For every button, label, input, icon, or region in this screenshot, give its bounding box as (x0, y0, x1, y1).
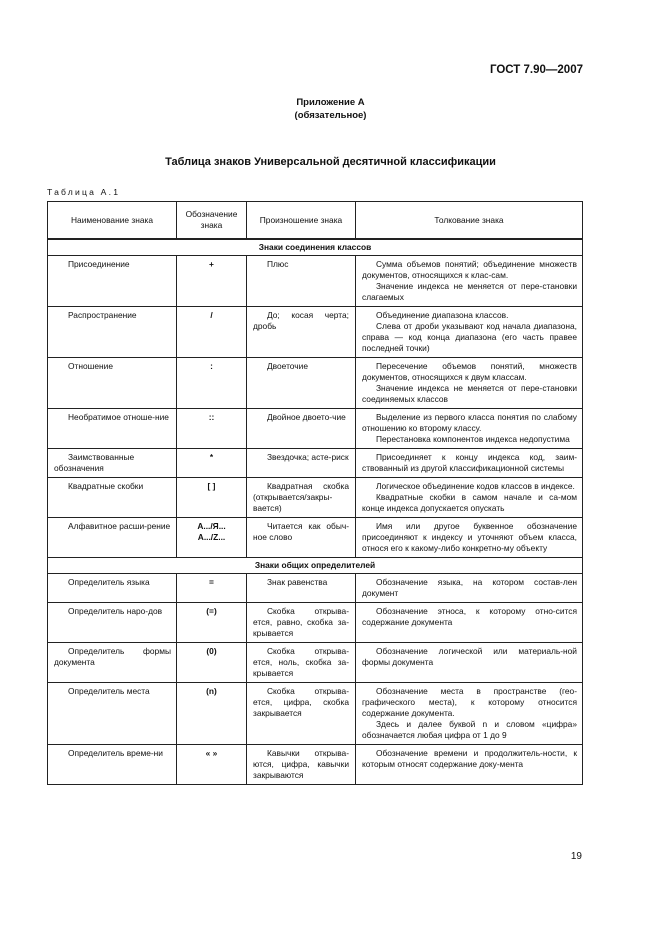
interpretation-paragraph: Пересечение объемов понятий, множеств документов, относящихся к двум классам. (362, 361, 577, 382)
appendix-title: Приложение А (296, 97, 365, 108)
table-row (48, 518, 583, 558)
interpretation-paragraph: Значение индекса не меняется от пере-становки слагаемых (362, 281, 577, 302)
sign-interpretation (356, 603, 583, 643)
sign-pronunciation: Скобка открыва-ется, равно, скобка за-крывается (253, 606, 349, 638)
sign-name: Определитель формы документа (54, 646, 171, 667)
sign-name: Заимствованные обозначения (54, 452, 135, 473)
table-row (48, 574, 583, 603)
sign-name-cell (48, 643, 177, 683)
sign-name: Отношение (68, 361, 113, 371)
interpretation-paragraph: Сумма объемов понятий; объединение множеств документов, относящихся к клас-сам. (362, 259, 577, 280)
sign-pronunciation: Звездочка; асте-риск (267, 452, 349, 462)
column-header-pronunciation: Произношение знака (247, 202, 356, 240)
sign-pronunciation: Знак равенства (267, 577, 328, 587)
interpretation-paragraph: Значение индекса не меняется от пере-становки соединяемых классов (362, 383, 577, 404)
interpretation-paragraph: Обозначение логической или материаль-ной формы документа (362, 646, 577, 667)
table-row (48, 478, 583, 518)
table-row (48, 745, 583, 785)
sign-interpretation (356, 683, 583, 745)
interpretation-paragraph: Объединение диапазона классов. (376, 310, 509, 320)
interpretation-paragraph: Перестановка компонентов индекса недопустима (376, 434, 570, 444)
sign-pronunciation: Двоеточие (267, 361, 308, 371)
udc-signs-table (47, 201, 583, 785)
interpretation-paragraph: Обозначение этноса, к которому отно-сится содержание документа (362, 606, 577, 627)
sign-symbol: = (177, 574, 247, 603)
sign-symbol: + (177, 256, 247, 307)
sign-name: Присоединение (68, 259, 130, 269)
section-header-row (48, 239, 583, 256)
sign-pronunciation-cell (247, 307, 356, 358)
sign-pronunciation: Двойное двоето-чие (267, 412, 346, 422)
interpretation-paragraph: Слева от дроби указывают код начала диапазона, справа — код конца диапазона (его часть правее последней точки) (362, 321, 577, 353)
sign-interpretation (356, 256, 583, 307)
sign-symbol: : (177, 358, 247, 409)
interpretation-paragraph: Имя или другое буквенное обозначение присоединяют к индексу и уточняют объем класса, относя его к какому-либо конкретно-му объекту (362, 521, 577, 553)
table-row (48, 256, 583, 307)
sign-name-cell (48, 518, 177, 558)
table-row (48, 307, 583, 358)
interpretation-paragraph: Присоединяет к концу индекса код, заим-ствованный из другой классификационной системы (362, 452, 577, 473)
table-row (48, 449, 583, 478)
section-title: Знаки общих определителей (48, 558, 583, 574)
sign-pronunciation-cell (247, 518, 356, 558)
sign-name: Квадратные скобки (68, 481, 144, 491)
interpretation-paragraph: Обозначение места в пространстве (гео-графического места), к которому относится содержание документа. (362, 686, 577, 718)
sign-interpretation (356, 409, 583, 449)
section-title: Знаки соединения классов (48, 239, 583, 256)
sign-name-cell (48, 409, 177, 449)
sign-pronunciation: Кавычки открыва-ются, цифра, кавычки закрываются (253, 748, 349, 780)
sign-pronunciation-cell (247, 358, 356, 409)
table-label: Таблица А.1 (47, 187, 121, 197)
sign-symbol: A.../Я... A.../Z... (177, 518, 247, 558)
sign-pronunciation: Плюс (267, 259, 289, 269)
sign-pronunciation-cell (247, 256, 356, 307)
sign-interpretation (356, 307, 583, 358)
interpretation-paragraph: Квадратные скобки в самом начале и са-мом конце индекса допускается опускать (362, 492, 577, 513)
sign-pronunciation: Квадратная скобка (открывается/закры-вается) (253, 481, 349, 513)
standard-header: ГОСТ 7.90—2007 (489, 64, 583, 76)
sign-pronunciation-cell (247, 409, 356, 449)
sign-interpretation (356, 745, 583, 785)
table-body (48, 239, 583, 785)
sign-pronunciation-cell (247, 574, 356, 603)
interpretation-paragraph: Здесь и далее буквой n и словом «цифра» обозначается любая цифра от 1 до 9 (362, 719, 577, 740)
sign-pronunciation: Скобка открыва-ется, ноль, скобка за-крывается (253, 646, 349, 678)
sign-interpretation (356, 518, 583, 558)
sign-name: Распространение (68, 310, 137, 320)
section-header-row (48, 558, 583, 574)
sign-pronunciation-cell (247, 603, 356, 643)
sign-symbol: (=) (177, 603, 247, 643)
sign-pronunciation: Читается как обыч-ное слово (253, 521, 349, 542)
sign-name: Определитель време-ни (68, 748, 163, 758)
sign-symbol: (0) (177, 643, 247, 683)
sign-name: Определитель места (68, 686, 150, 696)
sign-name-cell (48, 683, 177, 745)
interpretation-paragraph: Выделение из первого класса понятия по слабому отношению ко второму классу. (362, 412, 577, 433)
sign-name-cell (48, 603, 177, 643)
sign-pronunciation-cell (247, 745, 356, 785)
column-header-interpretation: Толкование знака (356, 202, 583, 240)
sign-symbol: / (177, 307, 247, 358)
sign-symbol: [ ] (177, 478, 247, 518)
sign-symbol: * (177, 449, 247, 478)
sign-interpretation (356, 358, 583, 409)
sign-name: Определитель наро-дов (68, 606, 163, 616)
sign-pronunciation-cell (247, 449, 356, 478)
appendix-heading (0, 96, 661, 122)
document-title: Таблица знаков Универсальной десятичной классификации (165, 156, 496, 168)
sign-interpretation (356, 478, 583, 518)
sign-symbol: :: (177, 409, 247, 449)
sign-name: Необратимое отноше-ние (68, 412, 169, 422)
table-row (48, 603, 583, 643)
sign-interpretation (356, 643, 583, 683)
page-number: 19 (570, 851, 582, 862)
sign-name-cell (48, 745, 177, 785)
table-row (48, 409, 583, 449)
interpretation-paragraph: Логическое объединение кодов классов в индексе. (376, 481, 575, 491)
sign-name-cell (48, 307, 177, 358)
sign-interpretation (356, 574, 583, 603)
column-header-symbol: Обозначение знака (177, 202, 247, 240)
sign-name-cell (48, 449, 177, 478)
sign-name-cell (48, 574, 177, 603)
sign-name-cell (48, 256, 177, 307)
interpretation-paragraph: Обозначение языка, на котором состав-лен документ (362, 577, 577, 598)
sign-name: Определитель языка (68, 577, 150, 587)
sign-name-cell (48, 358, 177, 409)
sign-pronunciation: Скобка открыва-ется, цифра, скобка закрывается (253, 686, 349, 718)
sign-symbol: (n) (177, 683, 247, 745)
sign-pronunciation-cell (247, 643, 356, 683)
table-row (48, 358, 583, 409)
sign-name-cell (48, 478, 177, 518)
interpretation-paragraph: Обозначение времени и продолжитель-ности, к которым относят содержание доку-мента (362, 748, 577, 769)
sign-name: Алфавитное расши-рение (68, 521, 171, 531)
sign-pronunciation-cell (247, 683, 356, 745)
sign-pronunciation-cell (247, 478, 356, 518)
sign-interpretation (356, 449, 583, 478)
sign-pronunciation: До; косая черта; дробь (253, 310, 349, 331)
table-row (48, 683, 583, 745)
column-header-name: Наименование знака (48, 202, 177, 240)
appendix-note: (обязательное) (294, 110, 367, 121)
table-header-row (48, 202, 583, 240)
sign-symbol: « » (177, 745, 247, 785)
table-row (48, 643, 583, 683)
